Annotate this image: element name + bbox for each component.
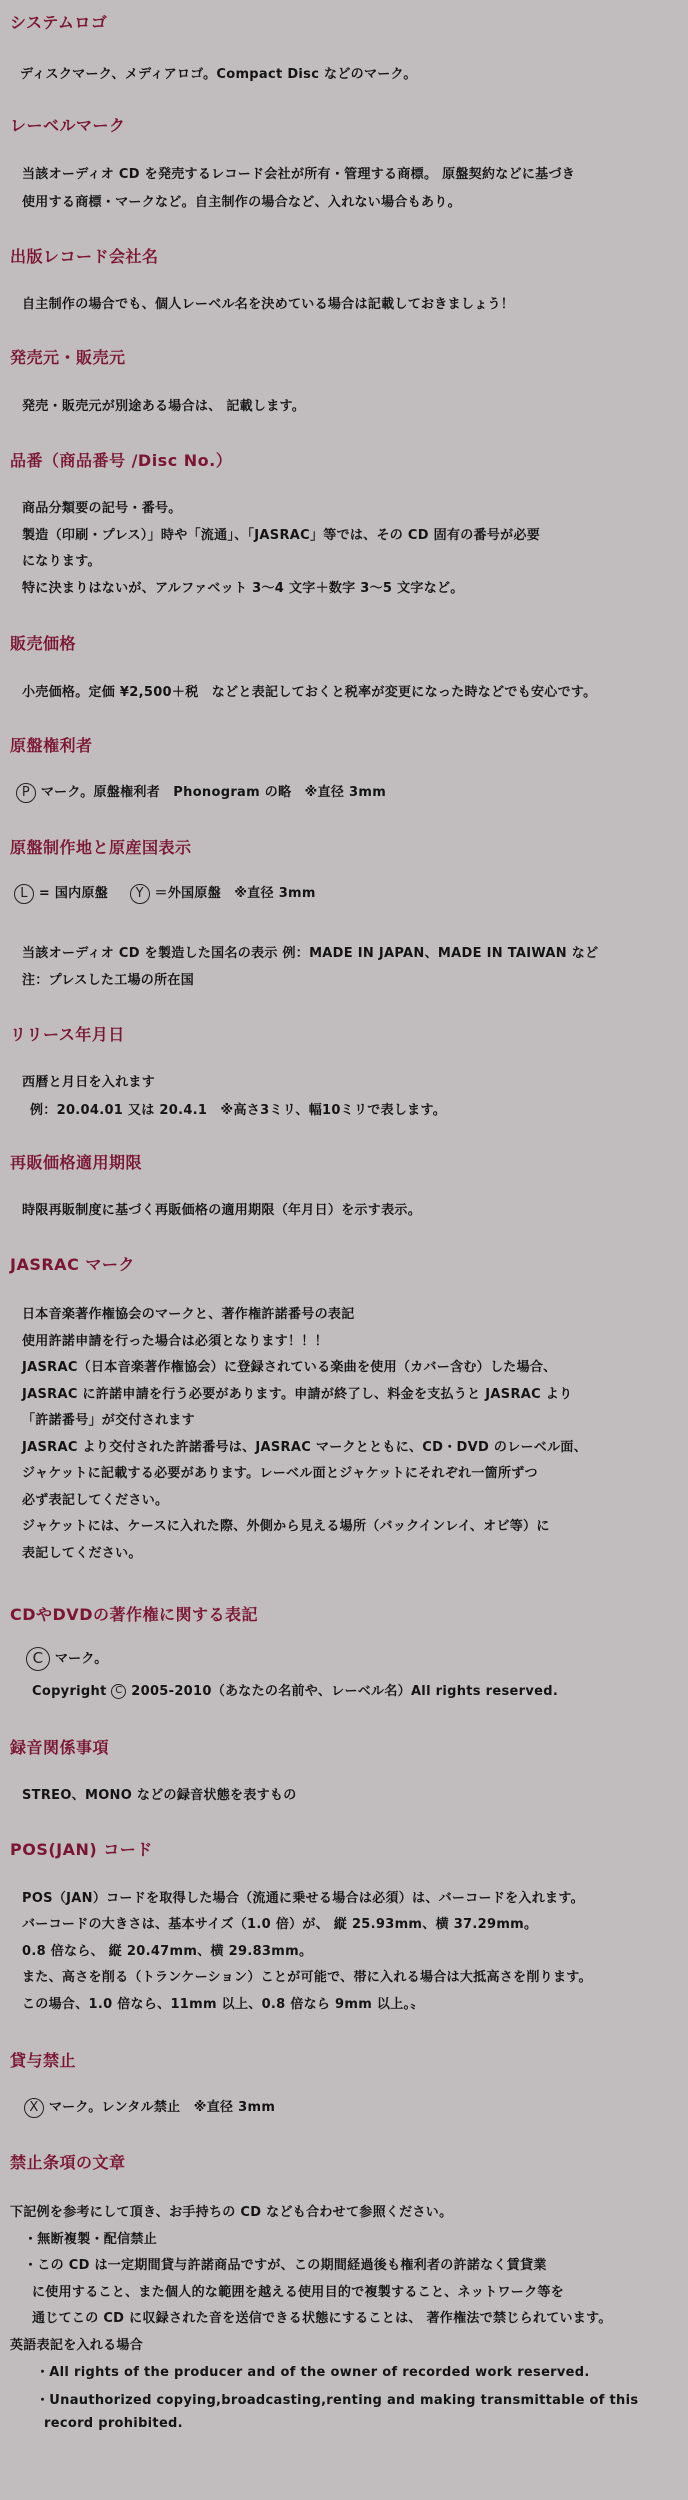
section-text: ・Unauthorized copying,broadcasting,renting and making transmittable of this	[36, 2393, 639, 2408]
section-text: この場合、1.0 倍なら、11mm 以上、0.8 倍なら 9mm 以上。〟	[22, 1997, 424, 2012]
section-text: 商品分類要の記号・番号。	[22, 501, 182, 516]
section-text: 小売価格。定価 ¥2,500＋税 などと表記しておくと税率が変更になった時などでも安心です。	[22, 685, 597, 700]
section-text: 注：プレスした工場の所在国	[22, 973, 194, 988]
copyright-example-line	[32, 1680, 558, 1699]
section-text: 当該オーディオ CD を製造した国名の表示 例：MADE IN JAPAN、MADE IN TAIWAN など	[22, 946, 599, 961]
section-heading-origin: 原盤制作地と原産国表示	[10, 838, 192, 857]
section-heading-master-rights-holder: 原盤権利者	[10, 736, 93, 755]
section-text: 西暦と月日を入れます	[22, 1075, 156, 1090]
section-text: 使用許諾申請を行った場合は必須となります！！！	[22, 1334, 328, 1349]
section-text: JASRAC に許諾申請を行う必要があります。申請が終了し、料金を支払うと JASRAC より	[22, 1387, 573, 1402]
phonogram-line	[16, 781, 386, 803]
section-text: ジャケットには、ケースに入れた際、外側から見える場所（バックインレイ、オビ等）に	[22, 1519, 550, 1534]
copyright-c-icon: C	[26, 1647, 50, 1671]
section-text: 英語表記を入れる場合	[10, 2338, 144, 2353]
section-heading-record-company: 出版レコード会社名	[10, 247, 159, 266]
section-text: ・無断複製・配信禁止	[24, 2232, 158, 2247]
section-text: マーク。原盤権利者 Phonogram の略 ※直径 3mm	[40, 785, 387, 800]
section-heading-jasrac-mark: JASRAC マーク	[10, 1255, 135, 1274]
section-text: 使用する商標・マークなど。自主制作の場合など、入れない場合もあり。	[22, 195, 461, 210]
section-text: 自主制作の場合でも、個人レーベル名を決めている場合は記載しておきましょう！	[22, 297, 515, 312]
section-heading-copyright-notice: CDやDVDの著作権に関する表記	[10, 1605, 258, 1624]
section-heading-label-mark: レーベルマーク	[10, 116, 126, 135]
copyright-prefix: Copyright	[32, 1684, 107, 1699]
foreign-y-icon: Y	[130, 884, 150, 904]
section-heading-rental-prohibited: 貸与禁止	[10, 2051, 77, 2070]
section-text: ディスクマーク、メディアロゴ。Compact Disc などのマーク。	[20, 67, 417, 82]
section-heading-system-logo: システムロゴ	[10, 13, 108, 32]
section-text: POS（JAN）コードを取得した場合（流通に乗せる場合は必須）は、バーコードを入れます。	[22, 1891, 584, 1906]
section-heading-prohibition-text: 禁止条項の文章	[10, 2153, 126, 2172]
section-text: STREO、MONO などの録音状態を表すもの	[22, 1788, 297, 1803]
section-text: マーク。レンタル禁止 ※直径 3mm	[48, 2100, 276, 2115]
section-text: JASRAC より交付された許諾番号は、JASRAC マークとともに、CD・DVD のレーベル面、	[22, 1440, 587, 1455]
section-text: 「許諾番号」が交付されます	[22, 1413, 195, 1428]
section-text: 製造（印刷・プレス）」時や「流通」、「JASRAC」等では、その CD 固有の番号が必要	[22, 528, 541, 543]
section-text: 時限再販制度に基づく再販価格の適用期限（年月日）を示す表示。	[22, 1203, 422, 1218]
section-text: 日本音楽著作権協会のマークと、著作権許諾番号の表記	[22, 1307, 355, 1322]
section-text: 通じてこの CD に収録された音を送信できる状態にすることは、 著作権法で禁じられています。	[32, 2311, 612, 2326]
section-text: ・この CD は一定期間貸与許諾商品ですが、この期間経過後も権利者の許諾なく賃貸業	[24, 2258, 547, 2273]
rental-mark-line	[24, 2096, 275, 2118]
section-text: になります。	[22, 554, 101, 569]
copyright-text: 2005-2010（あなたの名前や、レーベル名）All rights reserved.	[131, 1684, 559, 1699]
copyright-small-icon: C	[111, 1684, 126, 1699]
section-heading-pos-jan-code: POS(JAN) コード	[10, 1840, 153, 1859]
section-heading-resale-period: 再販価格適用期限	[10, 1153, 143, 1172]
section-text: JASRAC（日本音楽著作権協会）に登録されている楽曲を使用（カバー含む）した場合、	[22, 1360, 557, 1375]
section-heading-retail-price: 販売価格	[10, 634, 77, 653]
section-heading-catalog-number: 品番（商品番号 /Disc No.）	[10, 451, 233, 470]
section-text: ・All rights of the producer and of the owner of recorded work reserved.	[36, 2365, 590, 2380]
section-text: また、高さを削る（トランケーション）ことが可能で、帯に入れる場合は大抵高さを削ります。	[22, 1970, 592, 1985]
section-text: 下記例を参考にして頂き、お手持ちの CD なども合わせて参照ください。	[10, 2205, 453, 2220]
section-text: に使用すること、また個人的な範囲を越える使用目的で複製すること、ネットワーク等を	[32, 2285, 565, 2300]
section-text: 0.8 倍なら、 縦 20.47mm、横 29.83mm。	[22, 1944, 313, 1959]
section-text: 当該オーディオ CD を発売するレコード会社が所有・管理する商標。 原盤契約などに基づき	[22, 167, 576, 182]
section-text: 必ず表記してください。	[22, 1493, 169, 1508]
domestic-l-icon: L	[14, 884, 34, 904]
copyright-mark-line	[26, 1647, 108, 1671]
section-text: マーク。	[54, 1651, 108, 1667]
section-heading-release-date: リリース年月日	[10, 1025, 125, 1044]
section-heading-distributor: 発売元・販売元	[10, 348, 126, 367]
section-text: 表記してください。	[22, 1546, 142, 1561]
foreign-label: ＝外国原盤 ※直径 3mm	[154, 886, 316, 901]
domestic-label: = 国内原盤	[38, 886, 109, 901]
origin-symbols-line	[14, 882, 316, 904]
section-text: 特に決まりはないが、アルファベット 3〜4 文字＋数字 3〜5 文字など。	[22, 581, 464, 596]
section-heading-recording-info: 録音関係事項	[10, 1738, 110, 1757]
section-text: バーコードの大きさは、基本サイズ（1.0 倍）が、 縦 25.93mm、横 37.29mm。	[22, 1917, 538, 1932]
phonogram-p-icon: P	[16, 783, 36, 803]
section-text: 例：20.04.01 又は 20.4.1 ※高さ3ミリ、幅10ミリで表します。	[30, 1103, 447, 1118]
section-text: record prohibited.	[44, 2416, 183, 2431]
section-text: ジャケットに記載する必要があります。レーベル面とジャケットにそれぞれ一箇所ずつ	[22, 1466, 538, 1481]
rental-x-icon: X	[24, 2098, 44, 2118]
section-text: 発売・販売元が別途ある場合は、 記載します。	[22, 399, 306, 414]
